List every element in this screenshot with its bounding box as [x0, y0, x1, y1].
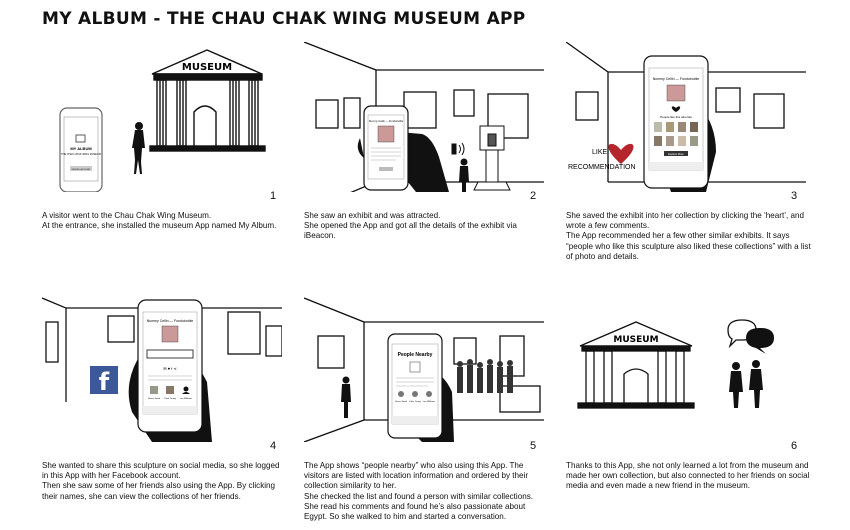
panel-5 [304, 292, 544, 442]
panel-1-number: 1 [270, 190, 277, 202]
panel-2-number: 2 [530, 190, 537, 202]
panel-4-illustration [42, 292, 282, 442]
page-title: MY ALBUM - THE CHAU CHAK WING MUSEUM APP [42, 9, 526, 29]
caption-line: The App recommended her a few other similar exhibits. It says “people who like this sculpture also liked these collections” with a list of photo and details. [566, 231, 811, 261]
nearby-name: Grace Smith [394, 401, 408, 403]
caption-line: She opened the App and got all the details of the exhibit via iBeacon. [304, 221, 517, 241]
beacon-icon [452, 143, 464, 155]
panel-3-caption [566, 211, 811, 262]
hand-holding-phone [388, 334, 454, 442]
facebook-icon [90, 366, 118, 396]
caption-line: The App shows “people nearby” who also using this App. The visitors are listed with location information and ordered by their collection similarity to her. [304, 461, 529, 491]
friend-name: Leo Williams [179, 398, 193, 400]
museum-sign: MUSEUM [613, 335, 659, 345]
panel-6-number: 6 [791, 440, 798, 452]
visitor-silhouette [132, 122, 145, 174]
like-label: LIKE [592, 149, 608, 156]
panel-5-caption [304, 461, 549, 522]
friend-name: Grace Smith [147, 398, 161, 400]
hand-holding-phone [129, 300, 212, 442]
caption-line: At the entrance, she installed the museum App named My Album. [42, 221, 277, 231]
phone-5-title: People Nearby [397, 352, 433, 358]
panel-4-caption [42, 461, 287, 502]
speech-bubbles-icon [728, 320, 774, 354]
panel-1 [42, 42, 282, 192]
phone-share-icons: ✉ ♥ f ⋖ [163, 366, 177, 371]
panel-6 [566, 292, 806, 442]
panel-5-number: 5 [530, 440, 537, 452]
caption-line: A visitor went to the Chau Chak Wing Museum. [42, 211, 212, 220]
caption-line: Thanks to this App, she not only learned a lot from the museum and made her own collection, but also connected to her friends on social media and even made a new friend in the museum. [566, 461, 810, 491]
recommendation-label: RECOMMENDATION [568, 164, 636, 171]
exhibit-pedestal [474, 126, 510, 190]
panel-3-illustration [566, 42, 806, 192]
hand-holding-phone [358, 106, 449, 192]
visitor-silhouette [459, 159, 469, 193]
panel-4-number: 4 [270, 440, 277, 452]
caption-line: She checked the list and found a person with similar collections. She read his comments and found he’s also passionate about Egypt. So she walked to him and started a conversation. [304, 491, 533, 522]
svg-text:f: f [98, 368, 110, 396]
phone-1-button: SIGN IN / ACCOUNT [71, 168, 91, 171]
panel-3-number: 3 [791, 190, 798, 202]
phone-1-sub: THE CHAU CHAK WING MUSEUM [61, 153, 101, 156]
panel-5-illustration [304, 292, 544, 442]
phone-3-sub: People like this also like [660, 115, 692, 119]
caption-line: She saved the exhibit into her collection by clicking the ‘heart’, and wrote a few comments. [566, 211, 805, 231]
museum-sign: MUSEUM [181, 62, 233, 73]
friend-name: Olive Young [164, 398, 176, 400]
panel-2-illustration [304, 42, 544, 192]
phone-2-title: Nummy Cellin — Funduinoble [368, 120, 404, 123]
phone-1-title: MY ALBUM [70, 146, 92, 151]
nearby-name: Leo Williams [422, 401, 436, 403]
nearby-name: Olive Young [409, 401, 421, 403]
panel-1-illustration [42, 42, 282, 192]
two-people-silhouettes [729, 360, 763, 408]
phone-3-button: Explore More [668, 153, 684, 156]
panel-6-illustration [566, 292, 806, 442]
caption-line: She saw an exhibit and was attracted. [304, 211, 441, 220]
panel-3 [566, 42, 806, 192]
panel-6-caption [566, 461, 811, 492]
like-heart-icon [608, 144, 633, 164]
phone-4-title: Nummy Cellin — Funduinoble [146, 319, 194, 323]
panel-2-caption [304, 211, 549, 242]
panel-1-caption [42, 211, 287, 231]
visitor-silhouette [341, 377, 351, 419]
panel-4 [42, 292, 282, 442]
phone-3-title: Nummy Cellin — Funduinoble [652, 77, 700, 81]
hand-holding-phone [644, 56, 716, 192]
phone-1 [60, 108, 102, 192]
caption-line: Then she saw some of her friends also using the App. By clicking their names, she can view the collections of her friends. [42, 481, 276, 501]
caption-line: She wanted to share this sculpture on social media, so she logged in this App with her Facebook account. [42, 461, 280, 481]
panel-2 [304, 42, 544, 192]
